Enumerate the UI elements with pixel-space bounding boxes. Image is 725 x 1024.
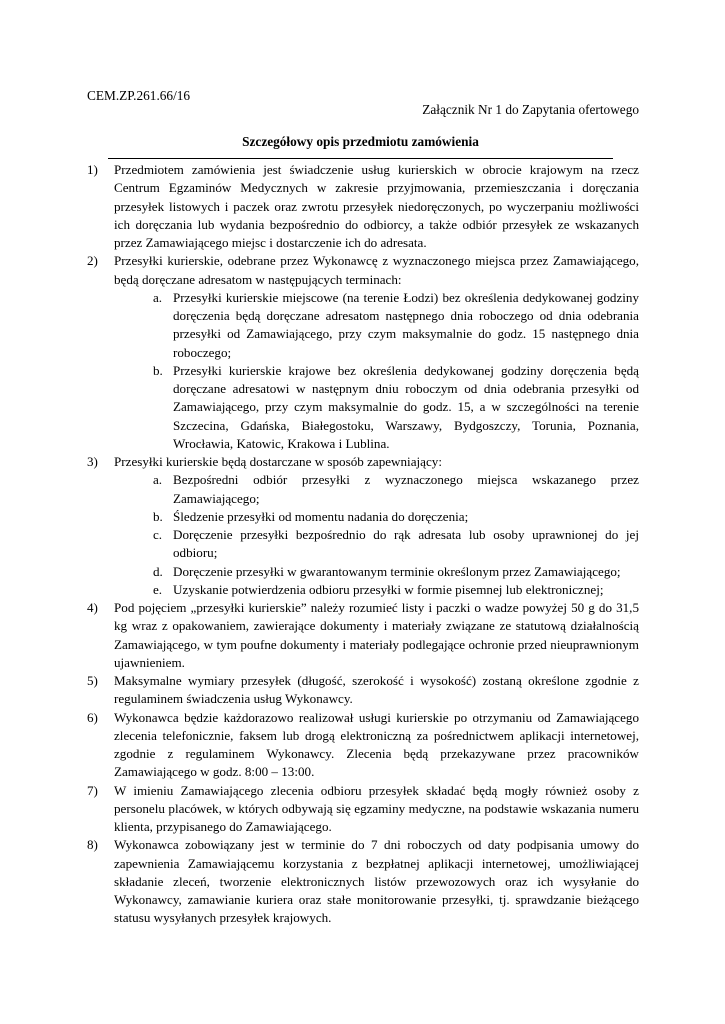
sub-item-letter: b. (153, 508, 163, 524)
sub-item-3b (87, 508, 639, 526)
sub-item-text: Przesyłki kurierskie krajowe bez określenia dedykowanej godziny doręczenia będą doręczane adresatowi w następnym dniu roboczym od dnia odebrania przesyłki od Zamawiającego, przy czym maksymalnie do godz. 15, a w szczególności na terenie Szczecina, Gdańska, Białegostoku, Warszawy, Bydgoszczy, Torunia, Poznania, Wrocławia, Katowic, Krakowa i Lublina. (173, 362, 639, 451)
item-number: 2) (87, 253, 98, 269)
sub-item-letter: e. (153, 581, 163, 597)
title-underline (108, 158, 613, 159)
item-number: 4) (87, 600, 98, 615)
item-number: 7) (87, 782, 98, 798)
item-text: Wykonawca będzie każdorazowo realizował usługi kurierskie po otrzymaniu od Zamawiającego zlecenia telefonicznie, faksem lub drogą elektroniczną za pośrednictwem aplikacji internetowej, zgodnie z regulaminem Wykonawcy. Zlecenia będą przekazywane przez pracowników Zamawiającego w godz. 8:00 – 13:00. (114, 709, 639, 780)
sub-item-3e (87, 581, 639, 599)
document-reference-number: CEM.ZP.261.66/16 (87, 88, 191, 103)
list-item-4 (87, 599, 639, 672)
item-text: Pod pojęciem „przesyłki kurierskie” należy rozumieć listy i paczki o wadze powyżej 50 g do 31,5 kg wraz z opakowaniem, zawierające dokumenty i materiały związane ze statutową działalnością Zamawiającego, w tym poufne dokumenty i materiały podlegające ochronie przed nieuprawnionym ujawnieniem. (114, 600, 639, 670)
item-number: 3) (87, 454, 98, 469)
list-item-3 (87, 453, 639, 471)
sub-item-text: Przesyłki kurierskie miejscowe (na terenie Łodzi) bez określenia dedykowanej godziny doręczenia będą doręczane adresatom następnego dnia roboczego od dnia odebrania przesyłki od Zamawiającego, przy czym maksymalnie do godz. 15 następnego dnia roboczego; (173, 289, 639, 360)
item-number: 1) (87, 162, 98, 177)
item-number: 5) (87, 673, 98, 688)
sub-item-2a (87, 289, 639, 362)
sub-item-letter: a. (153, 472, 163, 488)
sub-item-3a (87, 471, 639, 508)
item-text: W imieniu Zamawiającego zlecenia odbioru przesyłek składać będą mogły również osoby z personelu placówek, w których odbywają się egzaminy medyczne, na podstawie wskazania numeru klienta, przypisanego do Zamawiającego. (114, 782, 639, 834)
list-item-7 (87, 782, 639, 837)
item-text: Przesyłki kurierskie, odebrane przez Wykonawcę z wyznaczonego miejsca przez Zamawiającego, będą doręczane adresatom w następujących terminach: (114, 253, 639, 287)
sub-item-text: Bezpośredni odbiór przesyłki z wyznaczonego miejsca wskazanego przez Zamawiającego; (173, 472, 639, 506)
item-text: Przesyłki kurierskie będą dostarczane w sposób zapewniający: (114, 454, 442, 469)
item-number: 8) (87, 837, 98, 853)
sub-item-letter: b. (153, 362, 163, 378)
attachment-label: Załącznik Nr 1 do Zapytania ofertowego (422, 102, 639, 117)
document-title: Szczegółowy opis przedmiotu zamówienia (242, 134, 479, 149)
list-item-2 (87, 252, 639, 289)
item-text: Przedmiotem zamówienia jest świadczenie usług kurierskich w obrocie krajowym na rzecz Centrum Egzaminów Medycznych w zakresie przyjmowania, przemieszczania i doręczania przesyłek listowych i paczek oraz zwrotu przesyłek niedoręczonych, po wyczerpaniu możliwości ich doręczania lub wydania bezpośrednio do odbiorcy, a także odbiór przesyłek ze wskazanych przez Zamawiającego miejsc i dostarczenie ich do adresata. (114, 162, 639, 250)
sub-item-letter: d. (153, 563, 163, 579)
list-item-6 (87, 709, 639, 782)
document-body (87, 161, 639, 928)
sub-item-2b (87, 362, 639, 453)
sub-item-letter: c. (153, 527, 163, 542)
sub-item-text: Doręczenie przesyłki bezpośrednio do rąk adresata lub osoby uprawnionej do jej odbioru; (173, 527, 639, 561)
item-text: Maksymalne wymiary przesyłek (długość, szerokość i wysokość) zostaną określone zgodnie z regulaminem świadczenia usług Wykonawcy. (114, 673, 639, 707)
sub-item-text: Doręczenie przesyłki w gwarantowanym terminie określonym przez Zamawiającego; (173, 563, 621, 579)
sub-item-3c (87, 526, 639, 563)
list-item-8 (87, 836, 639, 927)
list-item-1 (87, 161, 639, 252)
sub-item-text: Uzyskanie potwierdzenia odbioru przesyłki w formie pisemnej lub elektronicznej; (173, 581, 604, 597)
item-text: Wykonawca zobowiązany jest w terminie do 7 dni roboczych od daty podpisania umowy do zapewnienia Zamawiającemu korzystania z bezpłatnej aplikacji internetowej, umożliwiającej składanie zleceń, tworzenie elektronicznych listów przewozowych oraz ich wysyłanie do Wykonawcy, zamawianie kuriera oraz stałe monitorowanie przesyłki, tj. sprawdzanie bieżącego statusu wysyłanych przesyłek krajowych. (114, 837, 639, 926)
sub-item-text: Śledzenie przesyłki od momentu nadania do doręczenia; (173, 508, 469, 524)
list-item-5 (87, 672, 639, 709)
sub-item-letter: a. (153, 289, 163, 305)
sub-item-3d (87, 563, 639, 581)
item-number: 6) (87, 709, 98, 725)
